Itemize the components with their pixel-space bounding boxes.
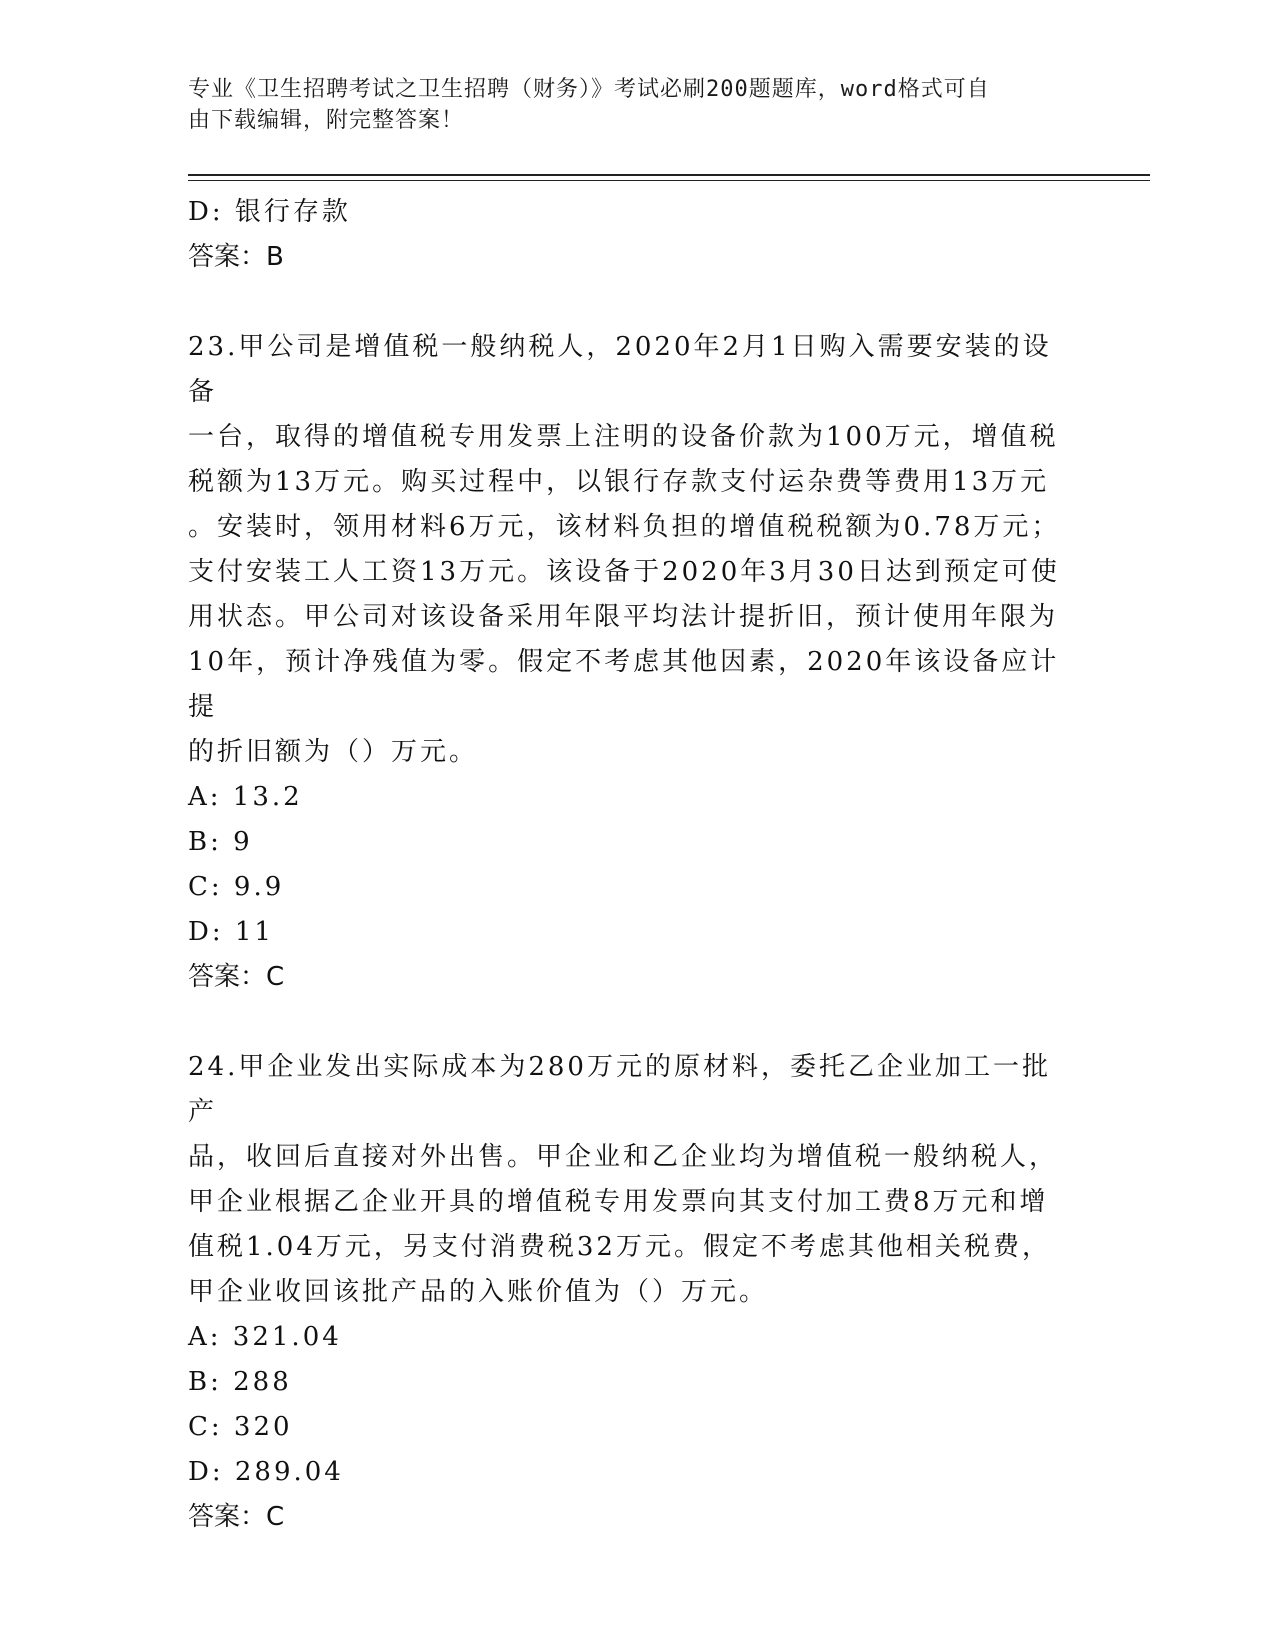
question-text-line: 品，收回后直接对外出售。甲企业和乙企业均为增值税一般纳税人， bbox=[188, 1142, 1059, 1172]
header-divider-thin bbox=[188, 180, 1150, 181]
previous-question-tail bbox=[188, 190, 1088, 280]
option-a: A: 13.2 bbox=[188, 782, 303, 812]
question-text-line: 用状态。甲公司对该设备采用年限平均法计提折旧，预计使用年限为 bbox=[188, 602, 1059, 632]
document-header bbox=[188, 74, 1068, 136]
header-line-2: 由下载编辑，附完整答案！ bbox=[188, 108, 465, 133]
option-d: D: 11 bbox=[188, 917, 274, 947]
answer-line: 答案：B bbox=[188, 242, 284, 272]
answer-line: 答案：C bbox=[188, 962, 285, 992]
question-text-line: 支付安装工人工资13万元。该设备于2020年3月30日达到预定可使 bbox=[188, 557, 1060, 587]
option-d: D: 289.04 bbox=[188, 1457, 344, 1487]
question-text bbox=[188, 1045, 1078, 1315]
option-a: A: 321.04 bbox=[188, 1322, 342, 1352]
header-line-1: 专业《卫生招聘考试之卫生招聘（财务）》考试必刷200题题库，word格式可自 bbox=[188, 77, 990, 102]
question-text-line: 。安装时，领用材料6万元，该材料负担的增值税税额为0.78万元； bbox=[188, 512, 1061, 542]
question-text-line: 甲企业收回该批产品的入账价值为（）万元。 bbox=[188, 1277, 769, 1307]
question-text-line: 的折旧额为（）万元。 bbox=[188, 737, 479, 767]
question-text-line: 甲企业根据乙企业开具的增值税专用发票向其支付加工费8万元和增 bbox=[188, 1187, 1049, 1217]
header-divider-thick bbox=[188, 174, 1150, 176]
document-body bbox=[188, 190, 1088, 1540]
option-c: C: 320 bbox=[188, 1412, 293, 1442]
question-24 bbox=[188, 1045, 1088, 1540]
question-text-line: 税额为13万元。购买过程中，以银行存款支付运杂费等费用13万元 bbox=[188, 467, 1050, 497]
question-text-line: 一台，取得的增值税专用发票上注明的设备价款为100万元，增值税 bbox=[188, 422, 1059, 452]
question-text bbox=[188, 325, 1078, 775]
question-text-line: 23.甲公司是增值税一般纳税人，2020年2月1日购入需要安装的设备 bbox=[188, 332, 1052, 407]
option-c: C: 9.9 bbox=[188, 872, 285, 902]
question-text-line: 24.甲企业发出实际成本为280万元的原材料，委托乙企业加工一批产 bbox=[188, 1052, 1051, 1127]
question-text-line: 值税1.04万元，另支付消费税32万元。假定不考虑其他相关税费， bbox=[188, 1232, 1051, 1262]
option-d: D: 银行存款 bbox=[188, 197, 351, 227]
option-b: B: 288 bbox=[188, 1367, 292, 1397]
question-text-line: 10年，预计净残值为零。假定不考虑其他因素，2020年该设备应计提 bbox=[188, 647, 1060, 722]
answer-line: 答案：C bbox=[188, 1502, 285, 1532]
question-23 bbox=[188, 325, 1088, 1000]
option-b: B: 9 bbox=[188, 827, 253, 857]
